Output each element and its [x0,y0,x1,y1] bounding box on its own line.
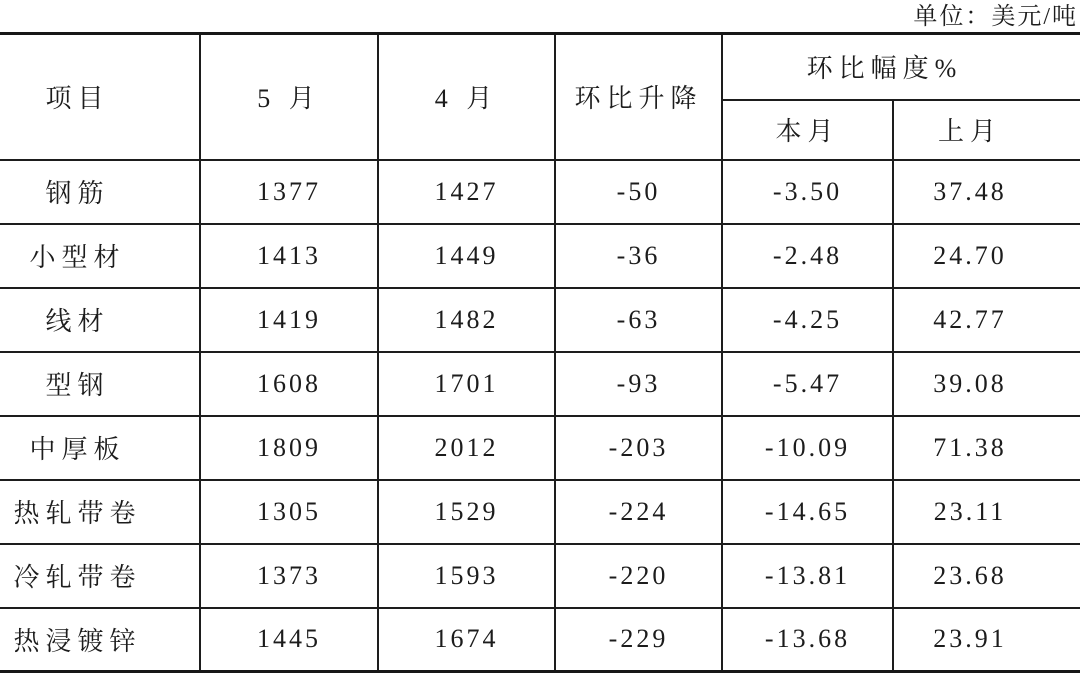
steel-price-table [0,32,1080,673]
cell-april: 1482 [378,288,555,352]
cell-april: 1449 [378,224,555,288]
header-cell-mom-change: 环比升降 [555,34,722,160]
header-cell-last-month: 上月 [893,100,1080,160]
cell-last-month: 42.77 [893,288,1080,352]
table-row [0,224,1080,288]
table-header [0,34,1080,160]
cell-mom-change: -50 [555,160,722,224]
cell-mom-change: -229 [555,608,722,672]
row-label: 型钢 [0,352,200,416]
header-cell-mom-rate: 环比幅度% [722,34,1080,100]
table-row [0,160,1080,224]
cell-last-month: 24.70 [893,224,1080,288]
cell-this-month: -2.48 [722,224,893,288]
cell-may: 1377 [200,160,378,224]
cell-mom-change: -224 [555,480,722,544]
header-cell-item: 项目 [0,34,200,160]
cell-may: 1373 [200,544,378,608]
cell-this-month: -13.81 [722,544,893,608]
cell-last-month: 23.68 [893,544,1080,608]
row-label: 线材 [0,288,200,352]
cell-mom-change: -63 [555,288,722,352]
cell-last-month: 23.91 [893,608,1080,672]
table-row [0,416,1080,480]
header-cell-april: 4 月 [378,34,555,160]
cell-may: 1413 [200,224,378,288]
header-cell-may: 5 月 [200,34,378,160]
cell-last-month: 71.38 [893,416,1080,480]
cell-this-month: -10.09 [722,416,893,480]
cell-may: 1608 [200,352,378,416]
cell-this-month: -4.25 [722,288,893,352]
cell-april: 1427 [378,160,555,224]
table-row [0,608,1080,672]
table-row [0,352,1080,416]
row-label: 中厚板 [0,416,200,480]
header-cell-this-month: 本月 [722,100,893,160]
cell-may: 1445 [200,608,378,672]
cell-april: 2012 [378,416,555,480]
row-label: 热轧带卷 [0,480,200,544]
cell-mom-change: -220 [555,544,722,608]
cell-this-month: -14.65 [722,480,893,544]
cell-april: 1674 [378,608,555,672]
table-row [0,544,1080,608]
row-label: 小型材 [0,224,200,288]
cell-mom-change: -93 [555,352,722,416]
row-label: 钢筋 [0,160,200,224]
cell-may: 1809 [200,416,378,480]
table-row [0,288,1080,352]
row-label: 冷轧带卷 [0,544,200,608]
cell-april: 1529 [378,480,555,544]
table-body [0,160,1080,672]
cell-this-month: -5.47 [722,352,893,416]
table-row [0,480,1080,544]
cell-april: 1593 [378,544,555,608]
cell-may: 1305 [200,480,378,544]
cell-mom-change: -203 [555,416,722,480]
cell-mom-change: -36 [555,224,722,288]
cell-this-month: -13.68 [722,608,893,672]
cell-last-month: 23.11 [893,480,1080,544]
unit-label: 单位：美元/吨 [913,4,1078,30]
cell-this-month: -3.50 [722,160,893,224]
cell-last-month: 37.48 [893,160,1080,224]
cell-may: 1419 [200,288,378,352]
cell-last-month: 39.08 [893,352,1080,416]
row-label: 热浸镀锌 [0,608,200,672]
cell-april: 1701 [378,352,555,416]
